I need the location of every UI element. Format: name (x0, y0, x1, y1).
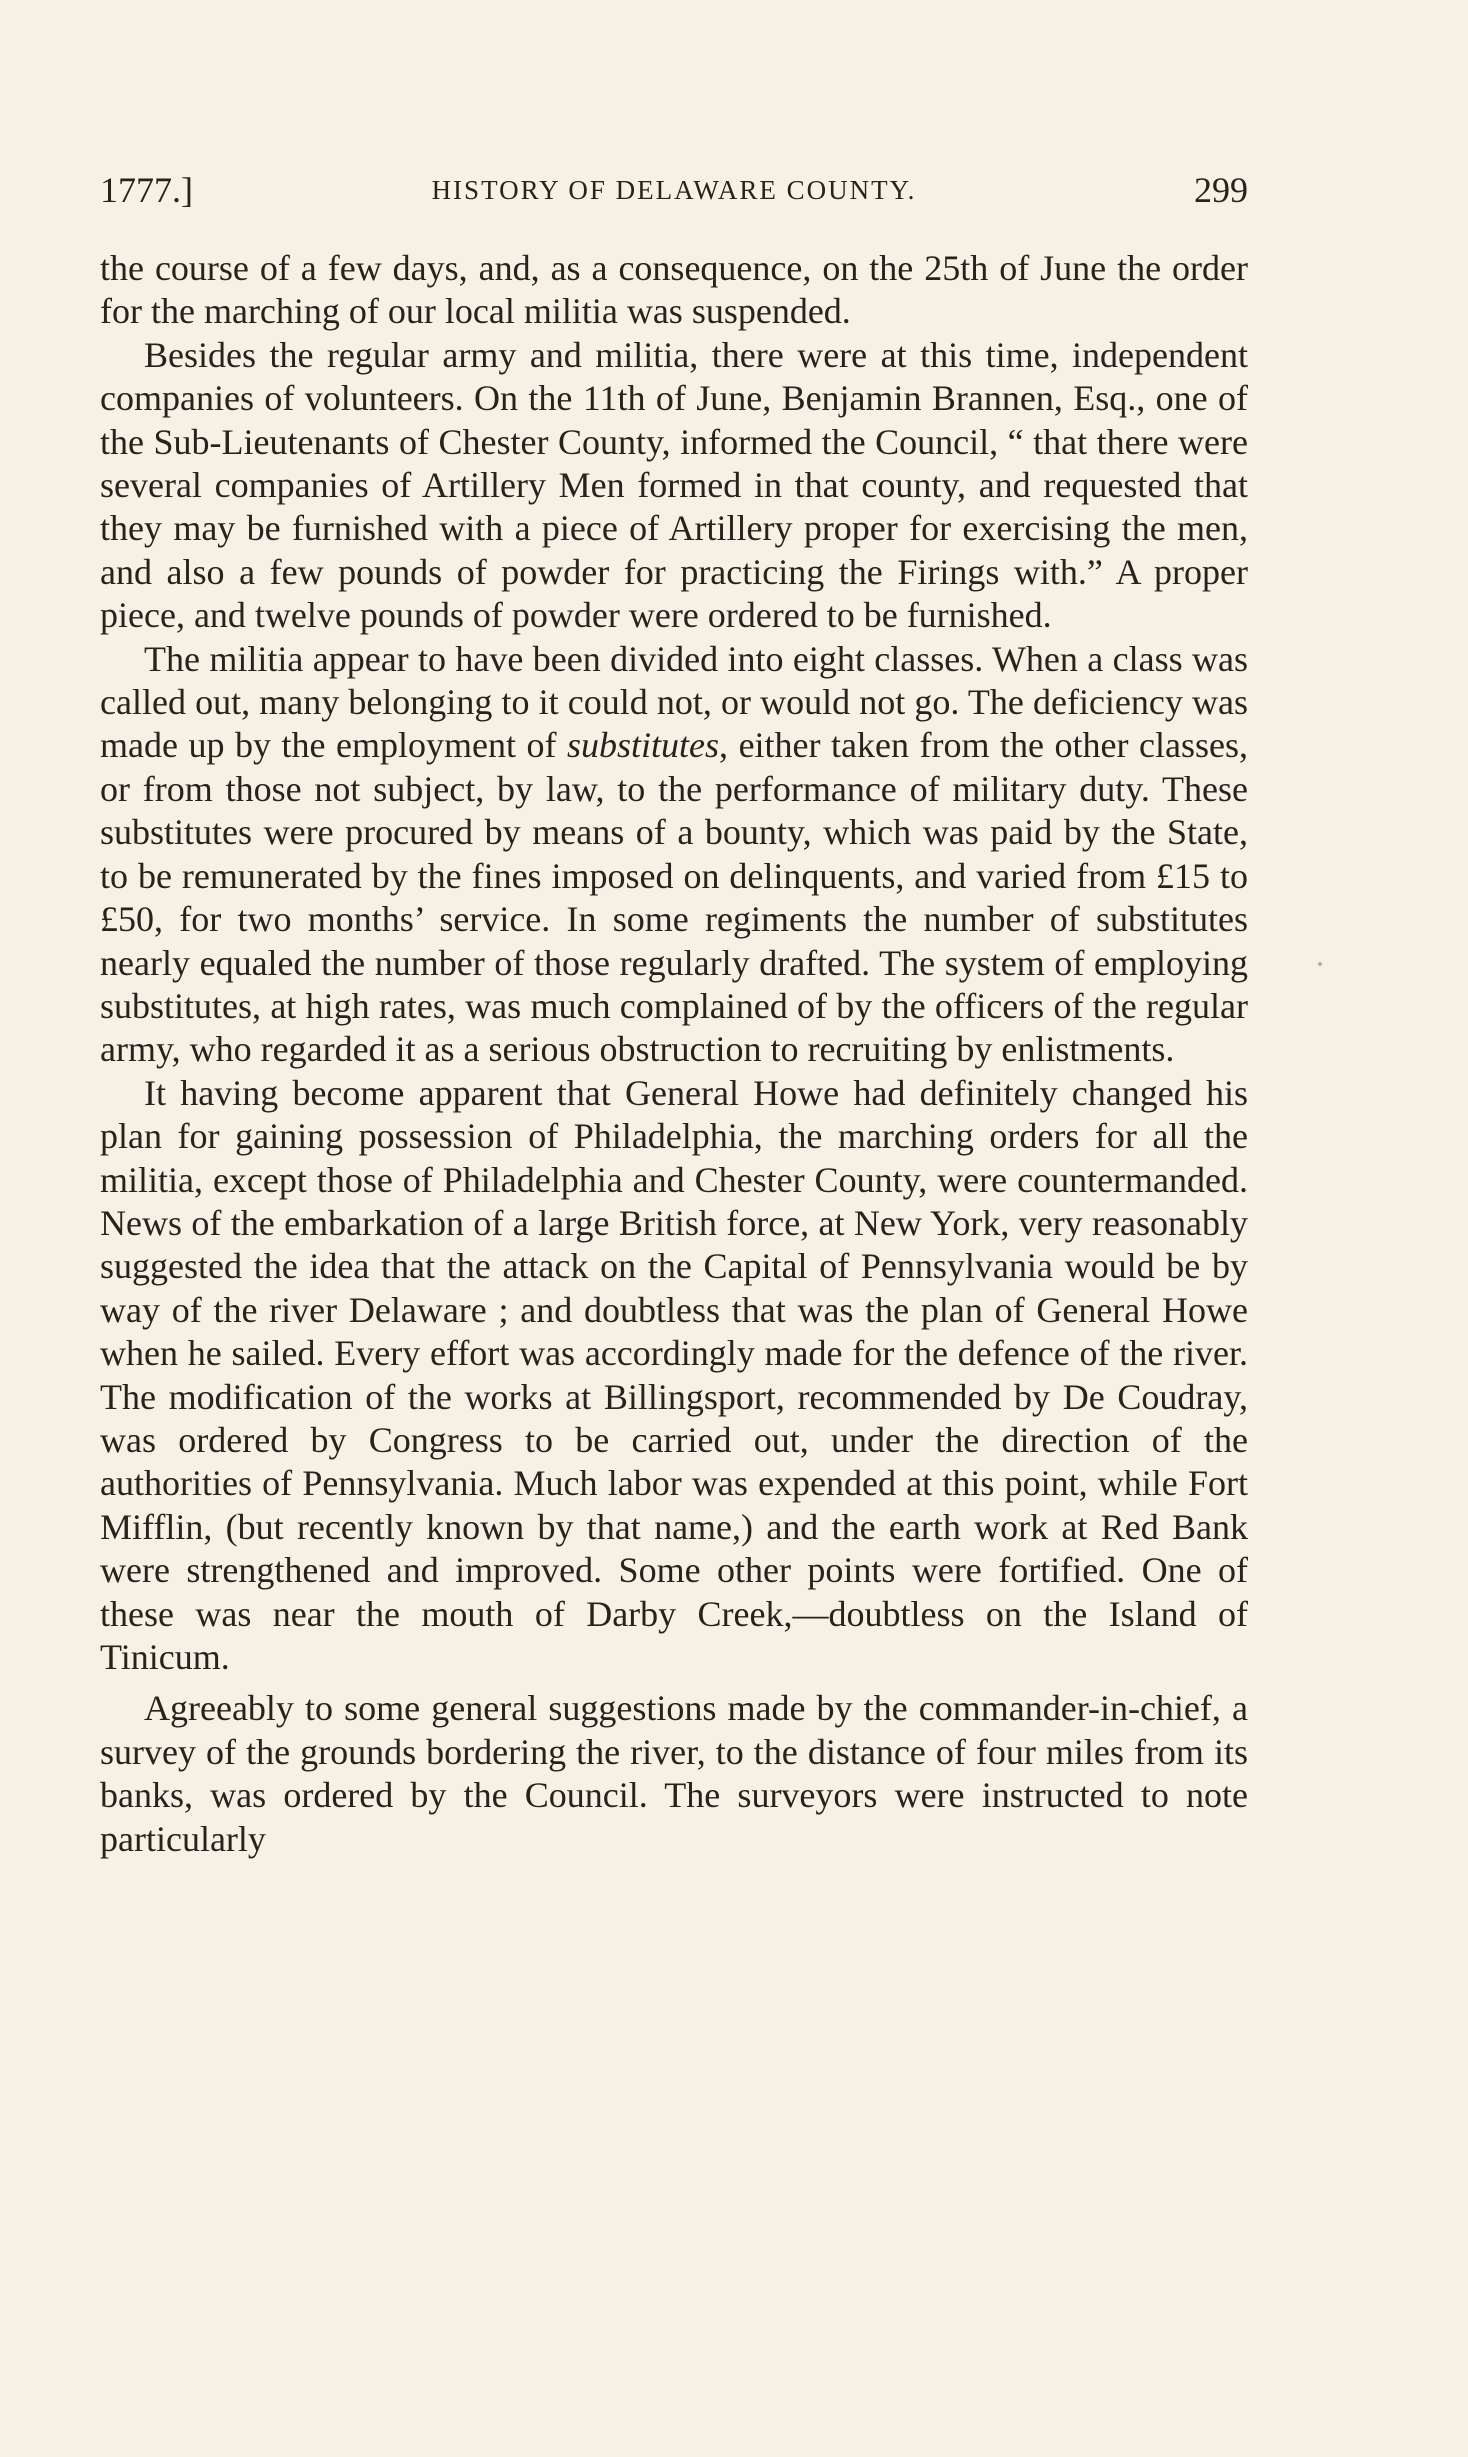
book-page (100, 160, 1248, 1861)
running-head (100, 160, 1248, 220)
paragraph-3-text-end: , either taken from the other classes, or from those not subject, by law, to the performance of military duty. These substitutes were procured by means of a bounty, which was paid by the State, to be remunerated by the fines imposed on delinquents, and varied from £15 to £50, for two months’ service. In some regiments the number of substitutes nearly equaled the number of those regularly drafted. The system of employing substitutes, at high rates, was much complained of by the officers of the regular army, who regarded it as a serious obstruction to recruiting by enlistments. (100, 725, 1248, 1070)
header-title: HISTORY OF DELAWARE COUNTY. (431, 175, 917, 205)
paper-speck (1318, 962, 1322, 966)
paragraph-2: Besides the regular army and militia, there were at this time, independent companies of volunteers. On the 11th of June, Benjamin Brannen, Esq., one of the Sub-Lieutenants of Chester County, informed the Council, “ that there were several companies of Artillery Men formed in that county, and requested that they may be furnished with a piece of Artillery proper for exercising the men, and also a few pounds of powder for practicing the Firings with.” A proper piece, and twelve pounds of powder were ordered to be furnished. (100, 334, 1248, 636)
paragraph-3-text-start: The militia appear to have been divided into eight classes. When a class was called out, many belonging to it could not, or would not go. The deficiency was made up by the employment of (100, 638, 1248, 766)
header-year: 1777.] (100, 170, 193, 210)
body-text (100, 247, 1248, 1861)
paragraph-5: Agreeably to some general suggestions made by the commander-in-chief, a survey of the grounds bordering the river, to the distance of four miles from its banks, was ordered by the Council. The surveyors were instructed to note particularly (100, 1688, 1248, 1859)
paragraph-3 (100, 638, 1248, 1072)
paragraph-4: It having become apparent that General Howe had definitely changed his plan for gaining possession of Philadelphia, the marching orders for all the militia, except those of Philadelphia and Chester County, were countermanded. News of the embarkation of a large British force, at New York, very reasonably suggested the idea that the attack on the Capital of Pennsylvania would be by way of the river Delaware ; and doubtless that was the plan of General Howe when he sailed. Every effort was accordingly made for the defence of the river. The modification of the works at Billingsport, recommended by De Coudray, was ordered by Congress to be carried out, under the direction of the authorities of Pennsylvania. Much labor was expended at this point, while Fort Mifflin, (but recently known by that name,) and the earth work at Red Bank were strengthened and improved. Some other points were fortified. One of these was near the mouth of Darby Creek,—doubtless on the Island of Tinicum. (100, 1072, 1248, 1677)
paragraph-1: the course of a few days, and, as a consequence, on the 25th of June the order for the marching of our local militia was suspended. (100, 248, 1248, 332)
page-number: 299 (1194, 170, 1248, 210)
emphasis-substitutes: substitutes (567, 725, 720, 766)
